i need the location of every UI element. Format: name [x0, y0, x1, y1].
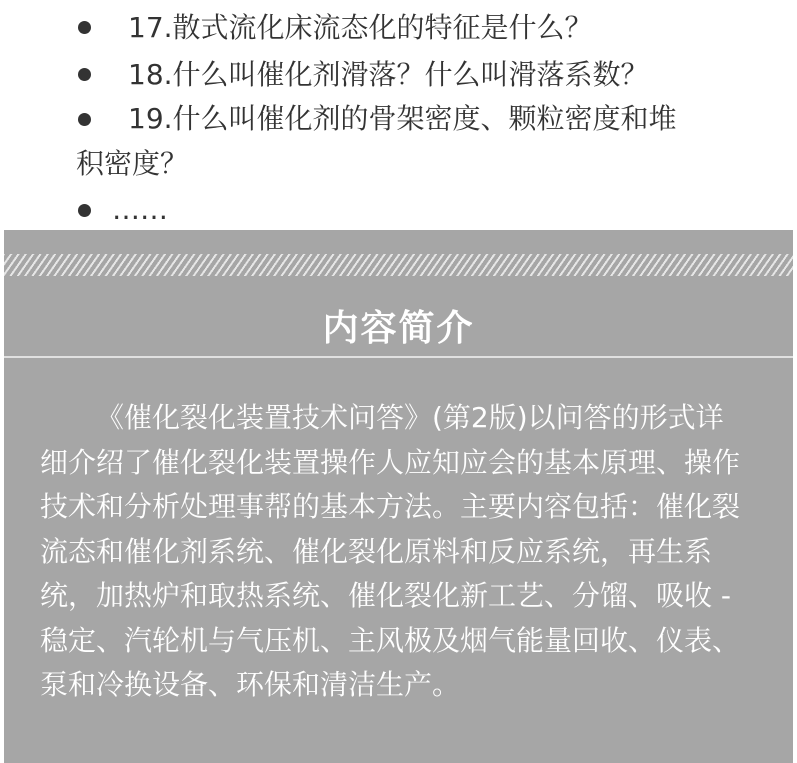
- bullet-icon: [78, 68, 91, 81]
- question-list: [0, 0, 797, 228]
- question-19-line-1: 19.什么叫催化剂的骨架密度、颗粒密度和堆: [128, 102, 677, 135]
- more-ellipsis: ……: [112, 193, 168, 226]
- question-18: 18.什么叫催化剂滑落？什么叫滑落系数？: [128, 58, 649, 91]
- intro-panel: [4, 230, 793, 763]
- question-19-line-2: 积密度？: [76, 147, 189, 180]
- divider: [4, 356, 793, 358]
- decorative-stripes: [4, 254, 793, 276]
- intro-body: 《催化裂化装置技术问答》(第2版)以问答的形式详细介绍了催化裂化装置操作人应知应会的基本原理、操作技术和分析处理事帮的基本方法。主要内容包括：催化裂流态和催化剂系统、催化裂化原料和反应系统，再生系统，加热炉和取热系统、催化裂化新工艺、分馏、吸收 - 稳定、汽轮机与气压机、主风极及烟气能量回收、仪表、泵和冷换设备、环保和清洁生产。: [40, 401, 741, 701]
- question-17: 17.散式流化床流态化的特征是什么？: [128, 11, 593, 44]
- bullet-icon: [78, 113, 91, 126]
- bullet-icon: [78, 204, 91, 217]
- bullet-icon: [78, 21, 91, 34]
- intro-title: 内容简介: [322, 308, 475, 349]
